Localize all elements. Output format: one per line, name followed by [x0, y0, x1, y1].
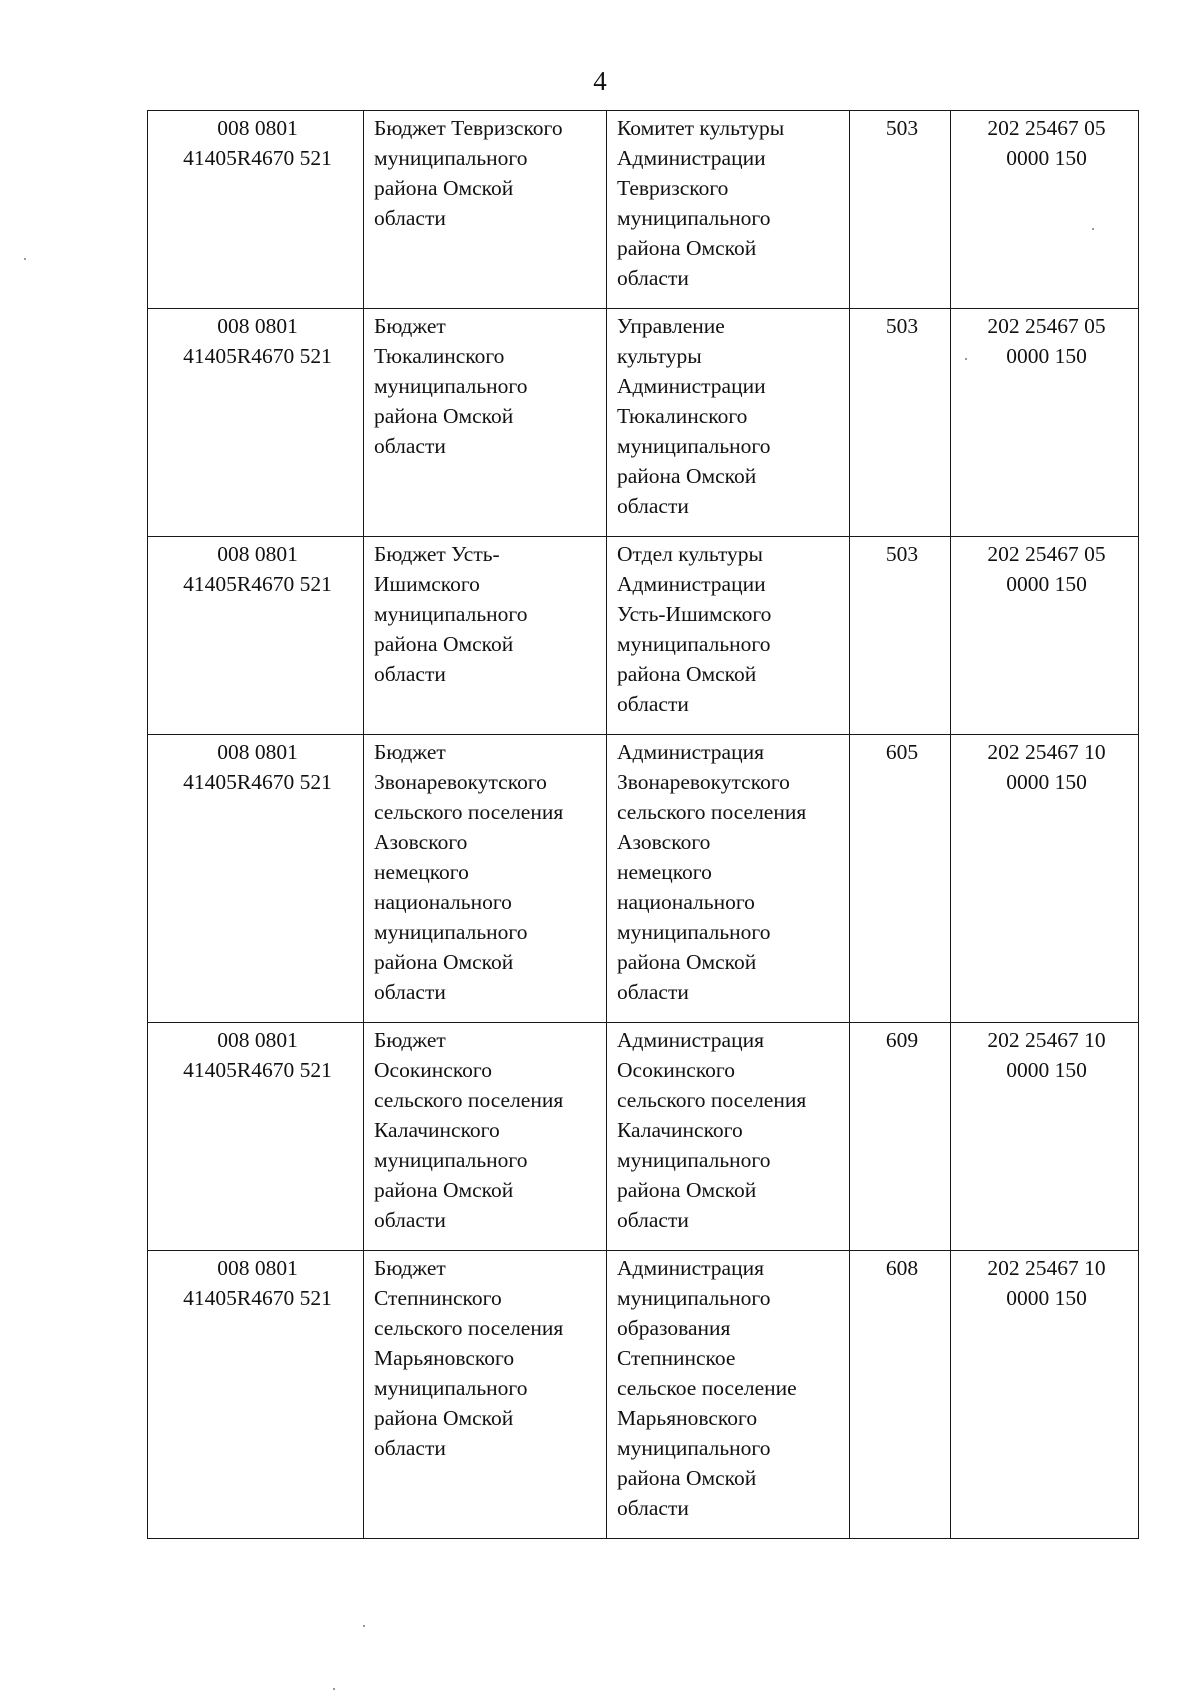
kbk-cell: 202 25467 10 0000 150 [951, 1251, 1139, 1539]
admin-code-cell: 609 [850, 1023, 951, 1251]
budget-cell: Бюджет Звонаревокутского сельского поселения Азовского немецкого национального муниципального района Омской области [364, 735, 607, 1023]
admin-code-cell: 503 [850, 111, 951, 309]
administrator-cell: Администрация Осокинского сельского поселения Калачинского муниципального района Омской области [607, 1023, 850, 1251]
code-cell: 008 0801 41405R4670 521 [148, 309, 364, 537]
kbk-cell: 202 25467 05 0000 150 [951, 111, 1139, 309]
table-row [148, 537, 1139, 735]
kbk-cell: 202 25467 10 0000 150 [951, 1023, 1139, 1251]
budget-table [147, 110, 1139, 1539]
table-row [148, 309, 1139, 537]
budget-cell: Бюджет Осокинского сельского поселения Калачинского муниципального района Омской области [364, 1023, 607, 1251]
admin-code-cell: 608 [850, 1251, 951, 1539]
kbk-cell: 202 25467 05 0000 150 [951, 537, 1139, 735]
table-row [148, 1023, 1139, 1251]
table-row [148, 1251, 1139, 1539]
code-cell: 008 0801 41405R4670 521 [148, 1023, 364, 1251]
scan-speck [24, 258, 26, 260]
scan-speck [363, 1625, 365, 1627]
kbk-cell: 202 25467 10 0000 150 [951, 735, 1139, 1023]
administrator-cell: Администрация Звонаревокутского сельского поселения Азовского немецкого национального муниципального района Омской области [607, 735, 850, 1023]
administrator-cell: Администрация муниципального образования Степнинское сельское поселение Марьяновского муниципального района Омской области [607, 1251, 850, 1539]
administrator-cell: Управление культуры Администрации Тюкалинского муниципального района Омской области [607, 309, 850, 537]
scan-speck [965, 358, 967, 360]
admin-code-cell: 605 [850, 735, 951, 1023]
admin-code-cell: 503 [850, 309, 951, 537]
kbk-cell: 202 25467 05 0000 150 [951, 309, 1139, 537]
scan-speck [333, 1688, 335, 1690]
code-cell: 008 0801 41405R4670 521 [148, 537, 364, 735]
budget-cell: Бюджет Степнинского сельского поселения Марьяновского муниципального района Омской области [364, 1251, 607, 1539]
budget-cell: Бюджет Усть- Ишимского муниципального района Омской области [364, 537, 607, 735]
budget-cell: Бюджет Тюкалинского муниципального района Омской области [364, 309, 607, 537]
administrator-cell: Комитет культуры Администрации Тевризского муниципального района Омской области [607, 111, 850, 309]
scan-speck [1092, 228, 1094, 230]
code-cell: 008 0801 41405R4670 521 [148, 735, 364, 1023]
administrator-cell: Отдел культуры Администрации Усть-Ишимского муниципального района Омской области [607, 537, 850, 735]
page-number: 4 [593, 66, 607, 96]
code-cell: 008 0801 41405R4670 521 [148, 1251, 364, 1539]
budget-cell: Бюджет Тевризского муниципального района Омской области [364, 111, 607, 309]
table-row [148, 111, 1139, 309]
table-row [148, 735, 1139, 1023]
admin-code-cell: 503 [850, 537, 951, 735]
code-cell: 008 0801 41405R4670 521 [148, 111, 364, 309]
